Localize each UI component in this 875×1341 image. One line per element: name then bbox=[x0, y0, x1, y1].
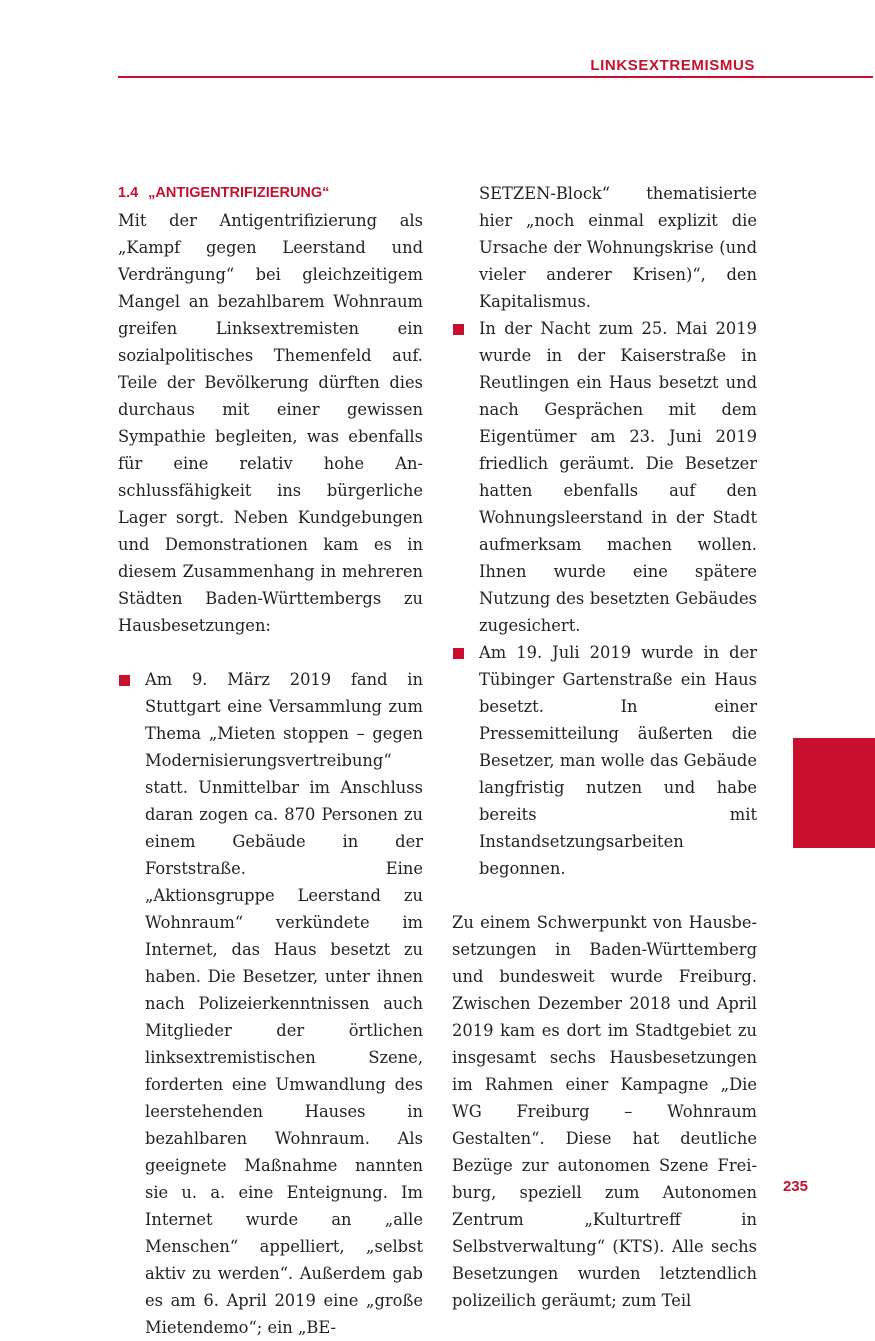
section-number: 1.4 bbox=[118, 185, 139, 201]
closing-paragraph: Zu einem Schwerpunkt von Hausbesetzungen in Baden-Württemberg und bundesweit wurde Freiburg. Zwischen Dezember 2018 und April 2019 kam es dort im Stadtgebiet zu insgesamt sechs Hausbesetzungen im Rahmen einer Kampagne „Die WG Freiburg – Wohnraum Gestalten“. Diese hat deutliche Bezüge zur autonomen Szene Freiburg, speziell zum Autonomen Zentrum „Kulturtreff in Selbstverwaltung“ (KTS). Alle sechs Besetzungen wurden letztendlich polizeilich geräumt; zum Teil bbox=[452, 913, 757, 1310]
intro-paragraph: Mit der Antigentrifizierung als „Kampf gegen Leerstand und Verdrängung“ bei gleichzeitigem Mangel an bezahlbarem Wohnraum greifen Linksextremisten ein sozialpolitisches Themenfeld auf. Teile der Bevölkerung dürften dies durchaus mit einer gewissen Sympathie begleiten, was ebenfalls für eine relativ hohe Anschlussfähigkeit ins bürgerliche Lager sorgt. Neben Kundgebungen und Demonstrationen kam es in diesem Zusammenhang in mehreren Städten Baden-Württembergs zu Hausbesetzungen: bbox=[118, 211, 423, 635]
bullet-continuation: SETZEN-Block“ thematisierte hier „noch einmal explizit die Ursache der Wohnungskrise (und vieler anderer Krisen)“, den Kapitalismus. bbox=[479, 184, 757, 311]
paragraph-gap bbox=[452, 882, 757, 909]
page-number: 235 bbox=[782, 1178, 808, 1195]
running-header-title: LINKSEXTREMISMUS bbox=[590, 57, 755, 74]
bullet-list bbox=[118, 666, 423, 1341]
right-column bbox=[452, 180, 757, 1314]
left-column bbox=[118, 180, 423, 1341]
header-rule bbox=[118, 76, 873, 78]
section-title: „ANTIGENTRIFIZIERUNG“ bbox=[148, 185, 330, 201]
bullet-item-reutlingen: In der Nacht zum 25. Mai 2019 wurde in der Kaiserstraße in Reutlingen ein Haus besetzt und nach Gesprächen mit dem Eigentümer am 23. Juni 2019 friedlich geräumt. Die Besetzer hatten ebenfalls auf den Wohnungsleerstand in der Stadt aufmerksam machen wollen. Ihnen wurde eine spätere Nutzung des besetzten Gebäudes zugesichert. bbox=[452, 315, 757, 639]
bullet-item-stuttgart: Am 9. März 2019 fand in Stuttgart eine Versammlung zum Thema „Mieten stoppen – gegen Modernisierungsvertreibung“ statt. Unmittelbar im Anschluss daran zogen ca. 870 Personen zu einem Gebäude in der Forststraße. Eine „Aktionsgruppe Leerstand zu Wohnraum“ verkündete im Internet, das Haus besetzt zu haben. Die Besetzer, unter ihnen nach Polizeierkenntnissen auch Mitglieder der örtlichen linksextremistischen Szene, forderten eine Umwandlung des leerstehenden Hauses in bezahlbaren Wohnraum. Als geeignete Maßnahme nannten sie u. a. eine Enteignung. Im Internet wurde an „alle Menschen“ appelliert, „selbst aktiv zu werden“. Außerdem gab es am 6. April 2019 eine „große Mietendemo“; ein „BE- bbox=[118, 666, 423, 1341]
section-heading bbox=[118, 180, 423, 207]
bullet-list-continued bbox=[452, 315, 757, 882]
chapter-side-tab bbox=[793, 738, 875, 848]
paragraph-gap bbox=[118, 639, 423, 666]
bullet-item-tuebingen: Am 19. Juli 2019 wurde in der Tübinger Gartenstraße ein Haus besetzt. In einer Pressemitteilung äußerten die Besetzer, man wolle das Gebäude langfristig nutzen und habe bereits mit Instandsetzungsarbeiten begonnen. bbox=[452, 639, 757, 882]
